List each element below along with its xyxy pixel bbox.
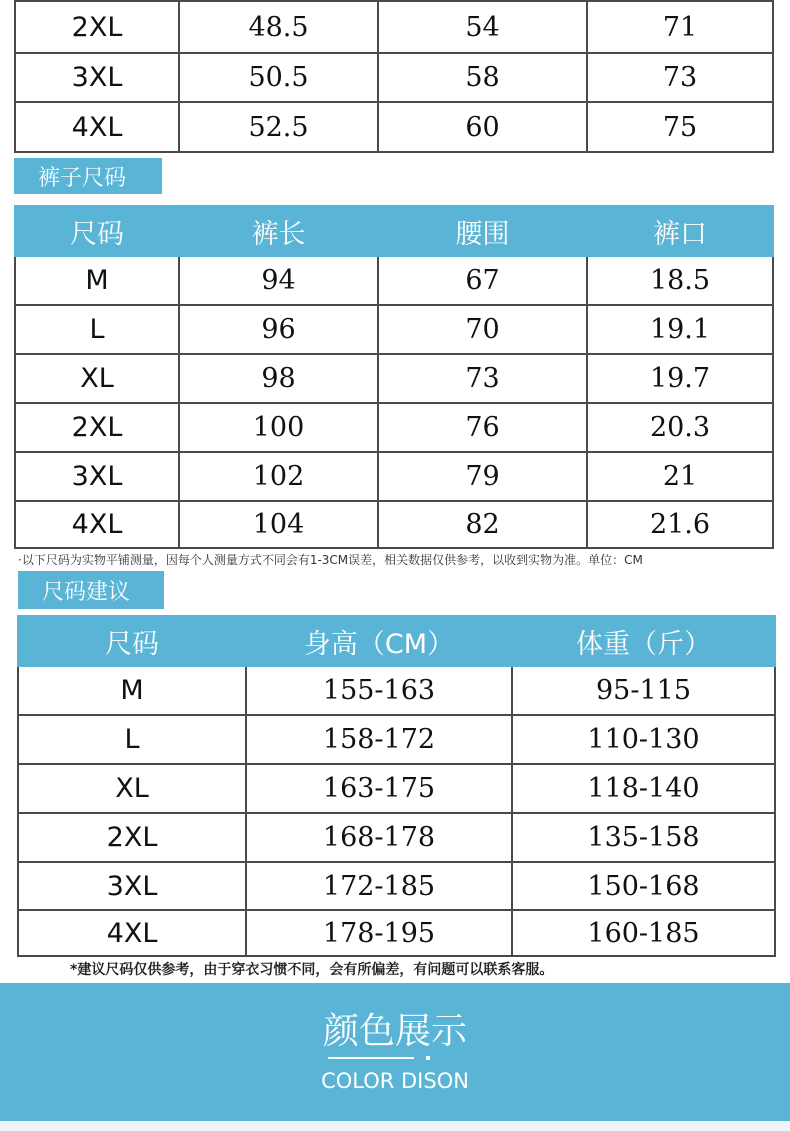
value-cell: 110-130 bbox=[512, 715, 775, 764]
table-row bbox=[15, 354, 773, 403]
value-cell: 67 bbox=[378, 256, 587, 305]
size-cell: M bbox=[18, 666, 246, 715]
table-row bbox=[15, 53, 773, 102]
table-row bbox=[18, 715, 775, 764]
value-cell: 19.7 bbox=[587, 354, 773, 403]
size-cell: 4XL bbox=[15, 102, 179, 152]
header-cell: 体重（斤） bbox=[512, 616, 775, 666]
header-cell: 腰围 bbox=[378, 206, 587, 256]
advice-note: *建议尺码仅供参考，由于穿衣习惯不同，会有所偏差，有问题可以联系客服。 bbox=[70, 962, 554, 978]
value-cell: 20.3 bbox=[587, 403, 773, 452]
header-cell: 裤口 bbox=[587, 206, 773, 256]
value-cell: 52.5 bbox=[179, 102, 378, 152]
bottom-strip bbox=[0, 1121, 790, 1131]
value-cell: 75 bbox=[587, 102, 773, 152]
value-cell: 70 bbox=[378, 305, 587, 354]
measurement-note: ·以下尺码为实物平铺测量，因每个人测量方式不同会有1-3CM误差，相关数据仅供参考，以收到实物为准。单位：CM bbox=[18, 553, 643, 567]
value-cell: 60 bbox=[378, 102, 587, 152]
advice-section-tag bbox=[18, 571, 164, 609]
banner-subtitle: COLOR DISON bbox=[321, 1069, 469, 1093]
value-cell: 158-172 bbox=[246, 715, 512, 764]
table-row bbox=[18, 764, 775, 813]
table-row bbox=[15, 452, 773, 501]
value-cell: 163-175 bbox=[246, 764, 512, 813]
size-cell: 2XL bbox=[15, 1, 179, 53]
table-row bbox=[15, 403, 773, 452]
banner-divider bbox=[328, 1057, 414, 1059]
value-cell: 50.5 bbox=[179, 53, 378, 102]
value-cell: 58 bbox=[378, 53, 587, 102]
table-row bbox=[18, 666, 775, 715]
table-row bbox=[18, 862, 775, 910]
value-cell: 172-185 bbox=[246, 862, 512, 910]
size-cell: 3XL bbox=[15, 452, 179, 501]
banner-title: 颜色展示 bbox=[322, 1011, 467, 1052]
value-cell: 95-115 bbox=[512, 666, 775, 715]
value-cell: 82 bbox=[378, 501, 587, 548]
value-cell: 178-195 bbox=[246, 910, 512, 956]
banner-dot bbox=[426, 1056, 430, 1060]
table-row bbox=[15, 501, 773, 548]
size-cell: 4XL bbox=[18, 910, 246, 956]
value-cell: 168-178 bbox=[246, 813, 512, 862]
value-cell: 76 bbox=[378, 403, 587, 452]
size-cell: 2XL bbox=[18, 813, 246, 862]
table-row bbox=[15, 256, 773, 305]
pants-section-title: 裤子尺码 bbox=[38, 165, 127, 191]
value-cell: 71 bbox=[587, 1, 773, 53]
value-cell: 21.6 bbox=[587, 501, 773, 548]
size-cell: M bbox=[15, 256, 179, 305]
value-cell: 54 bbox=[378, 1, 587, 53]
size-cell: L bbox=[18, 715, 246, 764]
value-cell: 73 bbox=[587, 53, 773, 102]
value-cell: 96 bbox=[179, 305, 378, 354]
size-cell: 3XL bbox=[15, 53, 179, 102]
header-cell: 裤长 bbox=[179, 206, 378, 256]
value-cell: 135-158 bbox=[512, 813, 775, 862]
top-size-table bbox=[14, 0, 774, 153]
value-cell: 19.1 bbox=[587, 305, 773, 354]
value-cell: 73 bbox=[378, 354, 587, 403]
value-cell: 94 bbox=[179, 256, 378, 305]
pants-section-tag bbox=[14, 158, 162, 194]
size-cell: 4XL bbox=[15, 501, 179, 548]
value-cell: 102 bbox=[179, 452, 378, 501]
value-cell: 160-185 bbox=[512, 910, 775, 956]
table-row bbox=[15, 305, 773, 354]
size-cell: 2XL bbox=[15, 403, 179, 452]
size-cell: 3XL bbox=[18, 862, 246, 910]
value-cell: 155-163 bbox=[246, 666, 512, 715]
header-cell: 尺码 bbox=[15, 206, 179, 256]
table-row bbox=[15, 102, 773, 152]
value-cell: 79 bbox=[378, 452, 587, 501]
table-row bbox=[18, 813, 775, 862]
value-cell: 48.5 bbox=[179, 1, 378, 53]
advice-section-title: 尺码建议 bbox=[42, 579, 131, 605]
table-header-row bbox=[18, 616, 775, 666]
value-cell: 104 bbox=[179, 501, 378, 548]
value-cell: 118-140 bbox=[512, 764, 775, 813]
size-advice-table bbox=[17, 615, 776, 957]
value-cell: 100 bbox=[179, 403, 378, 452]
header-cell: 尺码 bbox=[18, 616, 246, 666]
value-cell: 18.5 bbox=[587, 256, 773, 305]
table-row bbox=[15, 1, 773, 53]
value-cell: 150-168 bbox=[512, 862, 775, 910]
size-cell: L bbox=[15, 305, 179, 354]
table-header-row bbox=[15, 206, 773, 256]
value-cell: 98 bbox=[179, 354, 378, 403]
table-row bbox=[18, 910, 775, 956]
header-cell: 身高（CM） bbox=[246, 616, 512, 666]
pants-size-table bbox=[14, 205, 774, 549]
color-display-banner bbox=[0, 983, 790, 1121]
size-cell: XL bbox=[18, 764, 246, 813]
value-cell: 21 bbox=[587, 452, 773, 501]
size-cell: XL bbox=[15, 354, 179, 403]
